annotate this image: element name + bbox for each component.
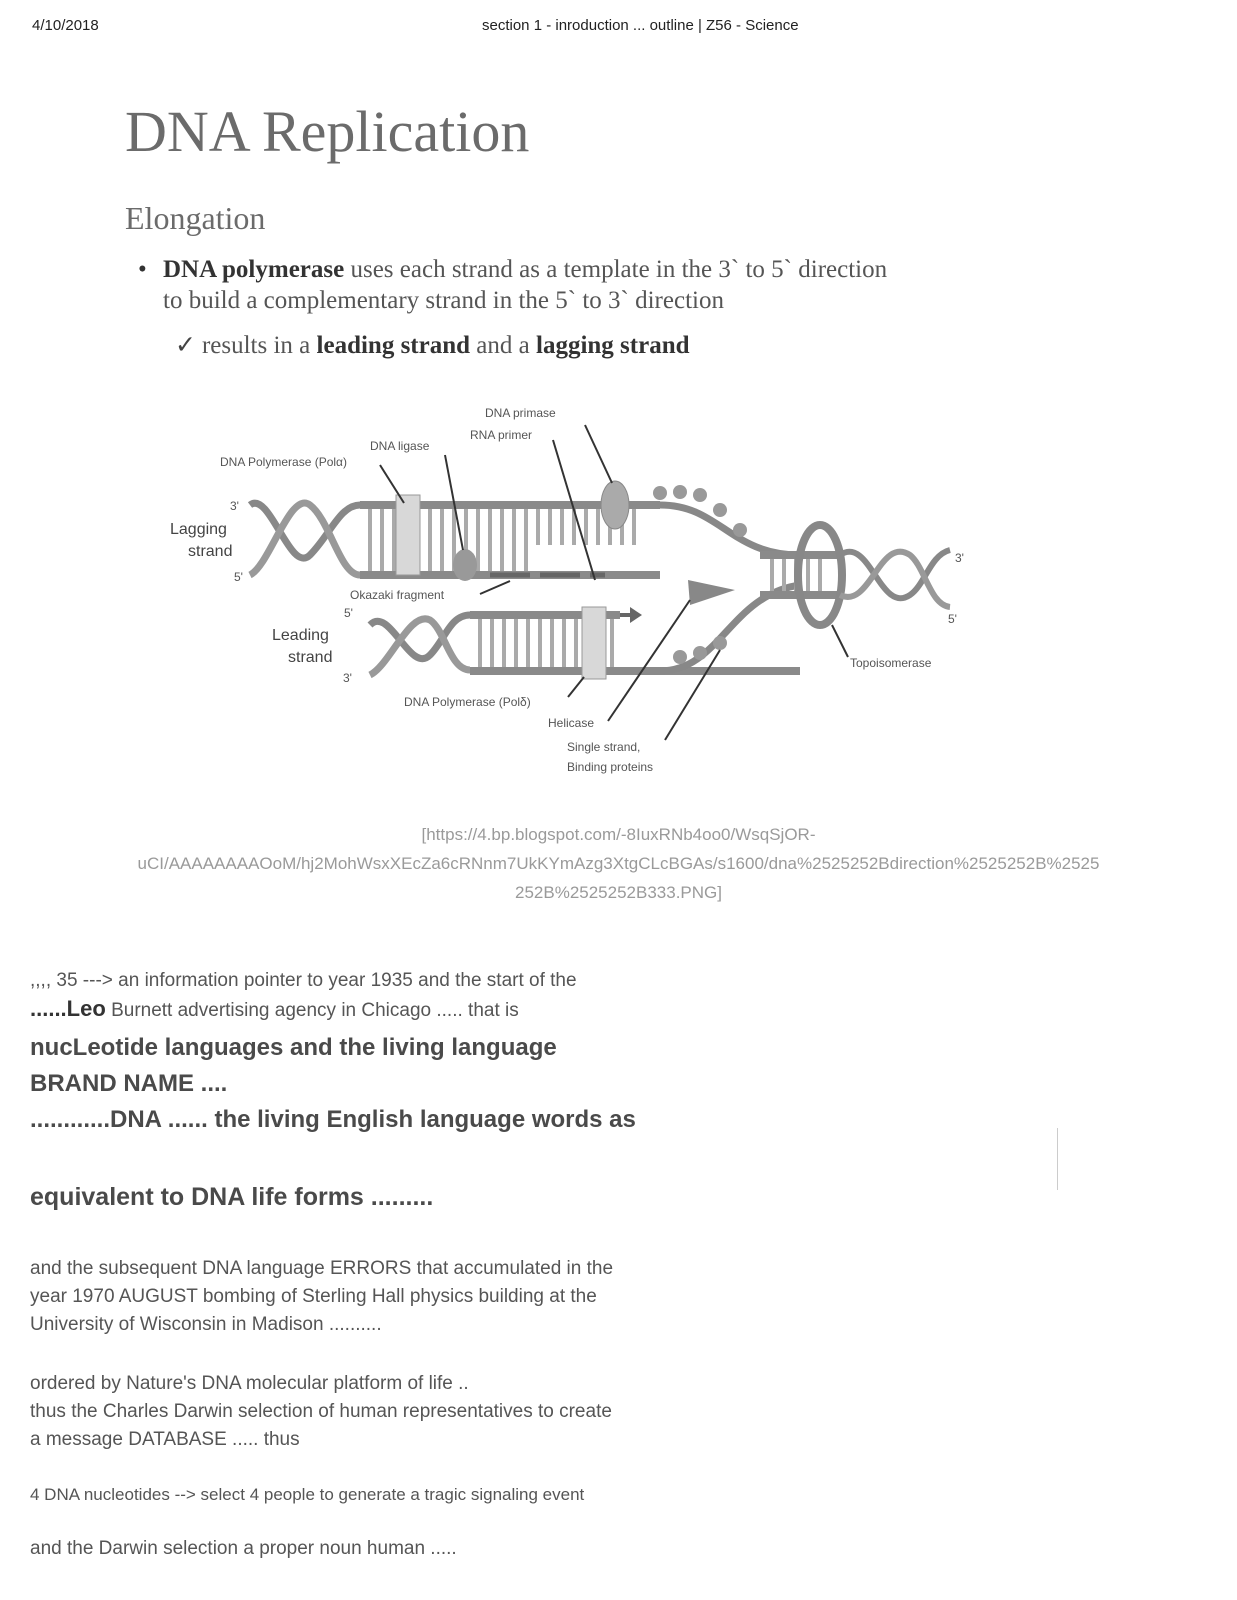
p3-line-3: a message DATABASE ..... thus — [30, 1429, 300, 1450]
dna-replication-diagram — [160, 395, 980, 785]
label-dna-primase: DNA primase — [485, 406, 556, 420]
label-polymerase-alpha: DNA Polymerase (Polα) — [220, 455, 347, 469]
paragraph-3 — [30, 1370, 612, 1454]
polymerase-alpha-block — [396, 495, 420, 575]
parent-duplex — [760, 525, 950, 625]
check-point — [175, 330, 690, 360]
label-parent-3prime: 3' — [955, 551, 964, 565]
label-polymerase-delta: DNA Polymerase (Polδ) — [404, 695, 531, 709]
bullet-point — [138, 254, 1078, 316]
label-okazaki: Okazaki fragment — [350, 588, 445, 602]
url-line-1: [https://4.bp.blogspot.com/-8IuxRNb4oo0/WsqSjOR- — [421, 825, 816, 844]
divider — [1057, 1128, 1058, 1190]
paragraph-1 — [30, 963, 577, 998]
paragraph-5: and the Darwin selection a proper noun human ..... — [30, 1538, 457, 1559]
bold-statement — [30, 1030, 636, 1138]
bullet-text-1: uses each strand as a template in the 3` to 5` direction — [344, 256, 888, 283]
equivalent-line: equivalent to DNA life forms ......... — [30, 1183, 434, 1211]
checkmark-icon: ✓ — [175, 332, 196, 359]
bold-line-1: nucLeotide languages and the living language — [30, 1034, 557, 1061]
slide-subtitle: Elongation — [125, 200, 266, 236]
label-lagging-5prime: 5' — [234, 570, 243, 584]
label-lagging: Lagging — [170, 521, 227, 538]
label-leading-strand: strand — [288, 649, 333, 666]
p2-line-2: year 1970 AUGUST bombing of Sterling Hall physics building at the — [30, 1286, 597, 1307]
p3-line-1: ordered by Nature's DNA molecular platform of life .. — [30, 1373, 469, 1394]
label-leading: Leading — [272, 627, 329, 644]
leading-strand-helix — [370, 615, 470, 675]
print-date: 4/10/2018 — [32, 17, 99, 34]
image-source-url — [0, 820, 1237, 907]
p2-line-3: University of Wisconsin in Madison .......... — [30, 1314, 382, 1335]
dna-ligase-shape — [453, 549, 477, 581]
fork-upper — [601, 481, 800, 555]
p1-line-1: ,,,, 35 ---> an information pointer to year 1935 and the start of the — [30, 970, 577, 991]
check-bold-2: lagging strand — [536, 332, 690, 359]
label-lagging-strand: strand — [188, 543, 233, 560]
label-parent-5prime: 5' — [948, 612, 957, 626]
slide-title: DNA Replication — [125, 99, 530, 164]
p1-line-2 — [30, 996, 519, 1022]
p1-leo: ......Leo — [30, 996, 106, 1021]
lagging-strand-helix — [250, 503, 360, 575]
label-dna-ligase: DNA ligase — [370, 439, 430, 453]
label-ssb-2: Binding proteins — [567, 760, 654, 774]
check-pre: results in a — [201, 332, 317, 359]
bold-line-2: BRAND NAME .... — [30, 1070, 228, 1097]
label-rna-primer: RNA primer — [470, 428, 533, 442]
check-bold-1: leading strand — [316, 332, 471, 359]
pointer-lines — [380, 425, 848, 740]
label-leading-5prime: 5' — [344, 606, 353, 620]
dna-primase-shape — [601, 481, 629, 529]
p3-line-2: thus the Charles Darwin selection of human representatives to create — [30, 1401, 612, 1422]
helicase-shape — [688, 580, 735, 605]
check-mid: and a — [470, 332, 536, 359]
paragraph-4: 4 DNA nucleotides --> select 4 people to generate a tragic signaling event — [30, 1485, 585, 1504]
label-leading-3prime: 3' — [343, 671, 352, 685]
url-line-3: 252B%2525252B333.PNG] — [515, 883, 722, 902]
bullet-icon: • — [138, 256, 147, 283]
label-lagging-3prime: 3' — [230, 499, 239, 513]
label-topoisomerase: Topoisomerase — [850, 656, 932, 670]
label-helicase: Helicase — [548, 716, 595, 730]
print-page-title: section 1 - inroduction ... outline | Z56 - Science — [482, 17, 799, 34]
url-line-2: uCI/AAAAAAAAOoM/hj2MohWsxXEcZa6cRNnm7UkKYmAzg3XtgCLcBGAs/s1600/dna%2525252Bdirection%2525252B%2525 — [137, 854, 1100, 873]
polymerase-delta-block — [582, 607, 606, 679]
bold-line-3: ............DNA ...... the living English language words as — [30, 1106, 636, 1133]
p1-line-2-rest: Burnett advertising agency in Chicago ..... that is — [105, 1000, 519, 1021]
paragraph-2 — [30, 1255, 613, 1339]
label-ssb-1: Single strand, — [567, 740, 641, 754]
leading-strand-duplex — [470, 607, 800, 675]
p2-line-1: and the subsequent DNA language ERRORS that accumulated in the — [30, 1258, 614, 1279]
bullet-bold: DNA polymerase — [163, 256, 345, 283]
bullet-text-2: to build a complementary strand in the 5` to 3` direction — [163, 287, 724, 314]
